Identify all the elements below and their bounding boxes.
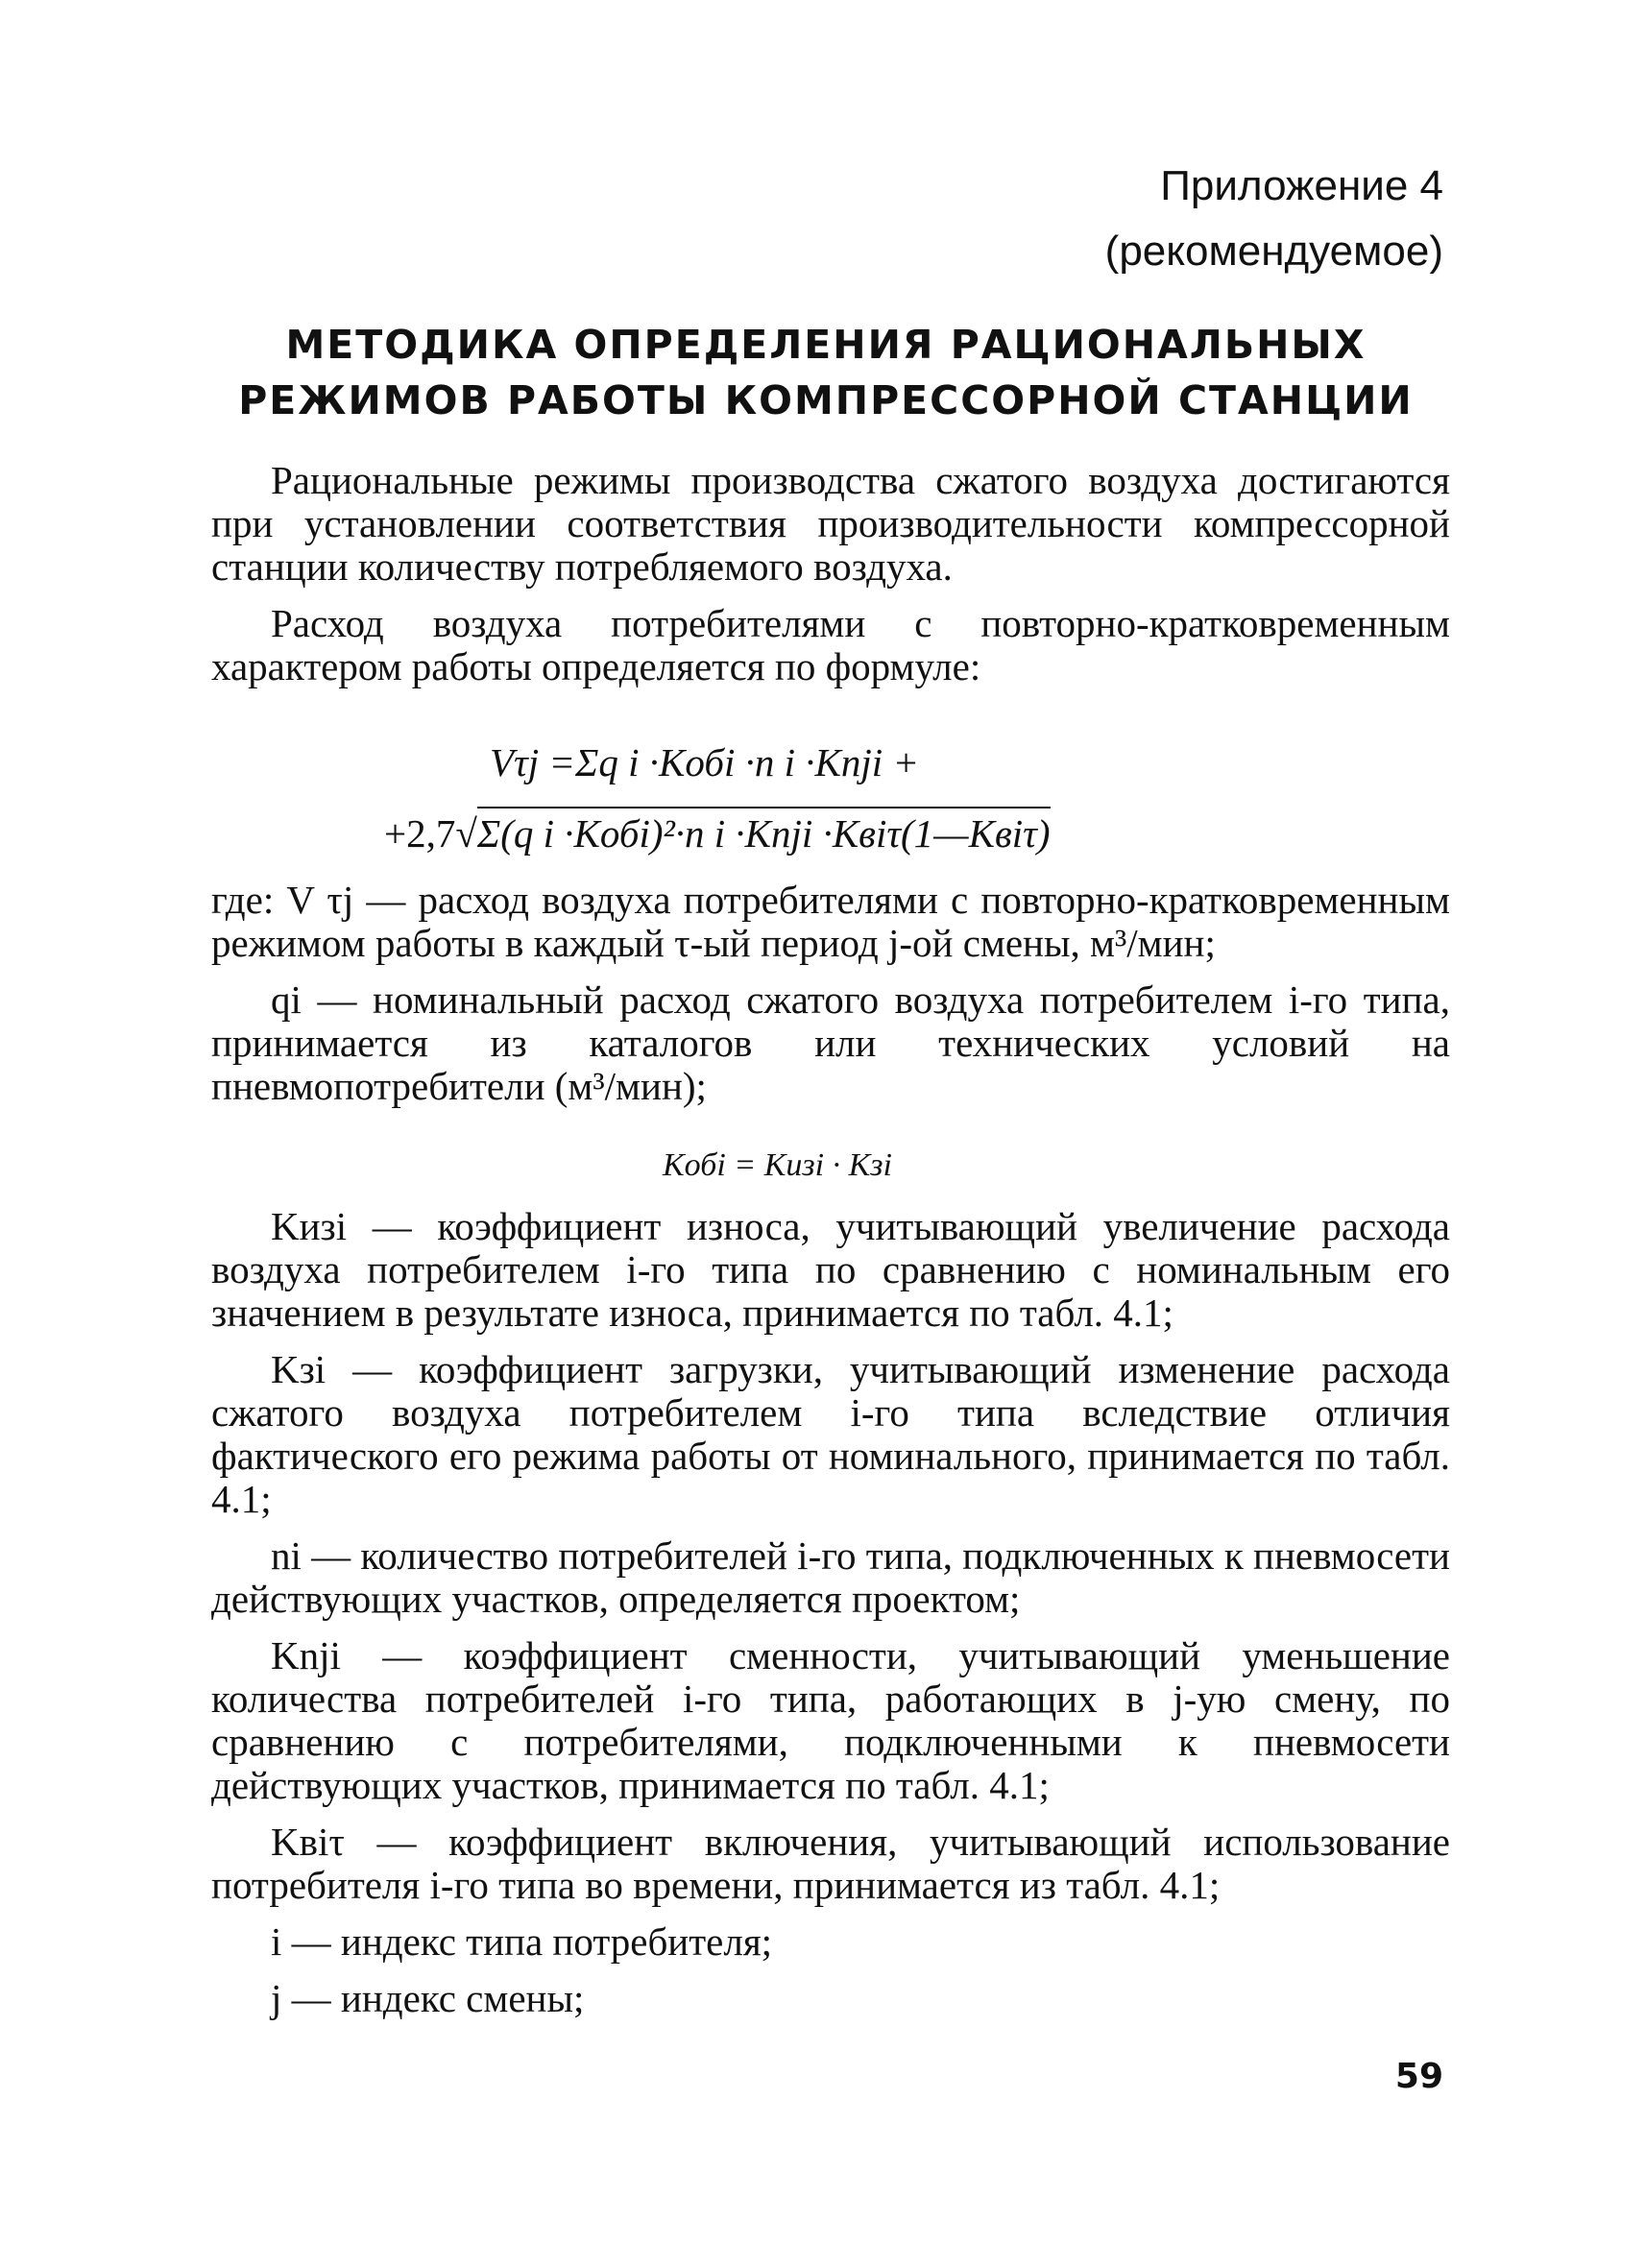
definition-j: j — индекс смены; [271,1976,585,2020]
intro-text [211,459,1450,702]
definition-n: ni — количество потребителей i-го типа, подключенных к пневмосети действующих участков, определяется проектом; [211,1533,1450,1621]
annex-status: (рекомендуемое) [1104,228,1443,275]
formula-line-2 [384,807,1051,857]
definitions-block-2 [211,1205,1450,2034]
definition-q: qi — номинальный расход сжатого воздуха потребителем i-го типа, принимается из каталогов или технических условий на пневмопотребители (м³/мин); [211,977,1450,1108]
definition-kiz: Kизi — коэффициент износа, учитывающий увеличение расхода воздуха потребителем i-го типа по сравнению с номинальным его значением в результате износа, принимается по табл. 4.1; [211,1204,1450,1335]
definition-kv: Kвiτ — коэффициент включения, учитывающий использование потребителя i-го типа во времени, принимается из табл. 4.1; [211,1820,1450,1907]
title-line-2: РЕЖИМОВ РАБОТЫ КОМПРЕССОРНОЙ СТАНЦИИ [238,377,1414,423]
formula-radicand: Σ(q i ·Kобi)²·n i ·Knji ·Kвiτ(1—Kвiτ) [477,807,1051,857]
formula-sqrt-prefix: +2,7√ [384,811,477,856]
definition-kz: Kзi — коэффициент загрузки, учитывающий изменение расхода сжатого воздуха потребителем i-го типа вследствие отличия фактического его режима работы от номинального, принимается по табл. 4.1; [211,1347,1450,1521]
paragraph-formula-intro: Расход воздуха потребителями с повторно-кратковременным характером работы определяется по формуле: [211,601,1450,688]
formula-line-1: Vτj =Σq i ·Kобi ·n i ·Knji + [490,740,920,784]
title-line-1: МЕТОДИКА ОПРЕДЕЛЕНИЯ РАЦИОНАЛЬНЫХ [285,322,1367,368]
page-title [211,317,1440,428]
definition-v: где: V τj — расход воздуха потребителями с повторно-кратковременным режимом работы в каждый τ-ый период j-ой смены, м³/мин; [211,878,1450,965]
definition-knj: Knji — коэффициент сменности, учитывающий уменьшение количества потребителей i-го типа, работающих в j-ую смену, по сравнению с потребителями, подключенными к пневмосети действующих участков, принимается по табл. 4.1; [211,1633,1450,1807]
paragraph-intro: Рациональные режимы производства сжатого воздуха достигаются при установлении соответствия производительности компрессорной станции количеству потребляемого воздуха. [211,458,1450,589]
formula-kob: Kобi = Kизi · Kзi [663,1147,892,1183]
definitions-block-1 [211,879,1450,1122]
page-number: 59 [1394,2057,1443,2096]
definition-i: i — индекс типа потребителя; [271,1919,773,1964]
annex-heading [1105,154,1443,284]
annex-number: Приложение 4 [1160,162,1443,209]
